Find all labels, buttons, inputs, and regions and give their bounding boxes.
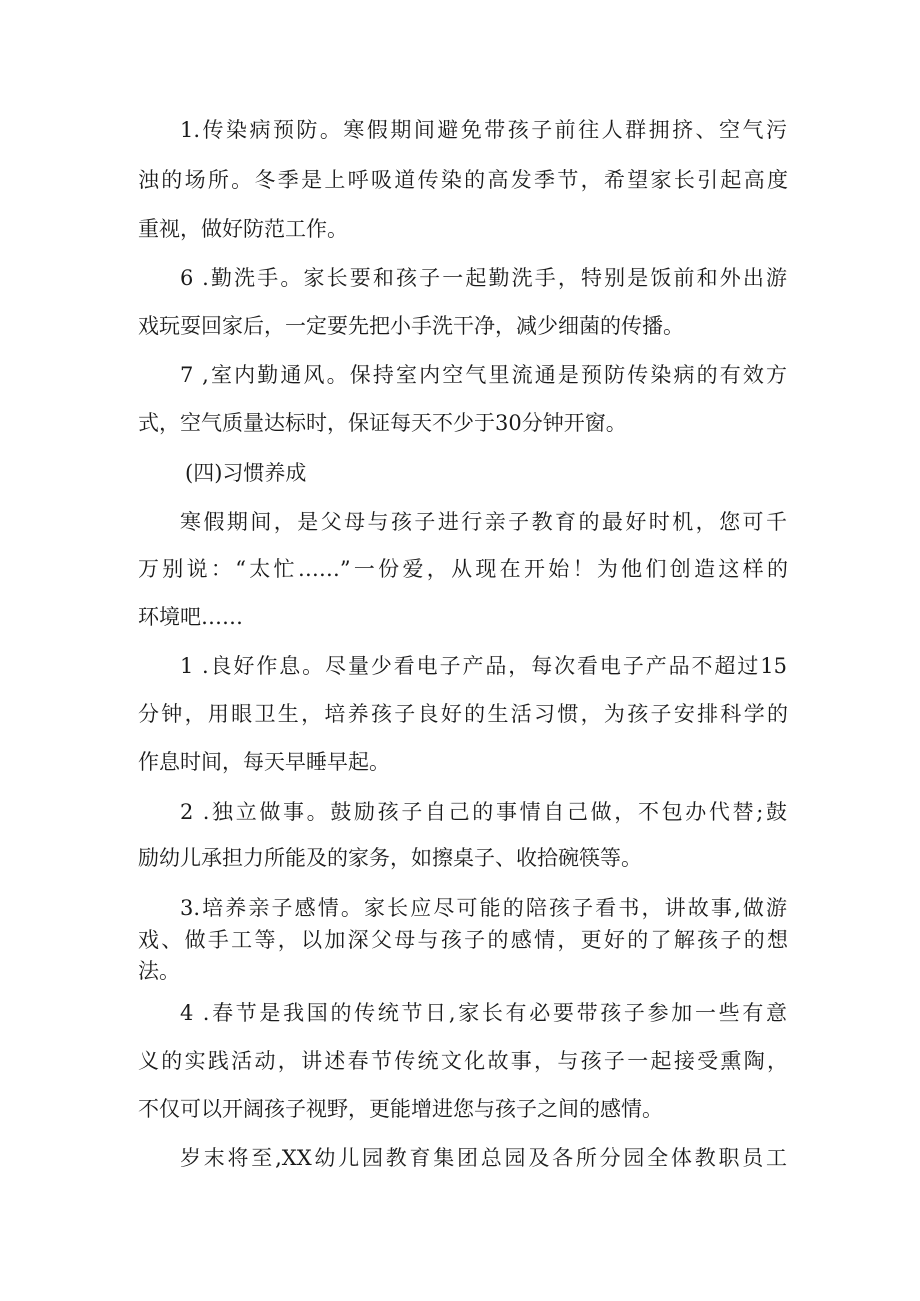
text-line: 1.传染病预防。寒假期间避免带孩子前往人群拥挤、空气污 bbox=[180, 118, 787, 142]
text-line: 环境吧…… bbox=[138, 605, 243, 629]
text-line: 3.培养亲子感情。家长应尽可能的陪孩子看书，讲故事,做游 bbox=[180, 896, 787, 920]
text-line: 励幼儿承担力所能及的家务，如擦桌子、收拾碗筷等。 bbox=[138, 846, 642, 870]
text-line: 7 ,室内勤通风。保持室内空气里流通是预防传染病的有效方 bbox=[180, 363, 787, 387]
text-line: 6 .勤洗手。家长要和孩子一起勤洗手，特别是饭前和外出游 bbox=[180, 266, 787, 290]
text-line: 不仅可以开阔孩子视野，更能增进您与孩子之间的感情。 bbox=[138, 1097, 663, 1121]
text-line: 戏、做手工等，以加深父母与孩子的感情，更好的了解孩子的想 bbox=[138, 928, 788, 952]
text-line: 法。 bbox=[138, 959, 180, 983]
text-line: 1 .良好作息。尽量少看电子产品，每次看电子产品不超过15 bbox=[180, 654, 787, 678]
text-line: 浊的场所。冬季是上呼吸道传染的高发季节，希望家长引起高度 bbox=[138, 168, 788, 192]
text-line: 万别说：“太忙……”一份爱，从现在开始！为他们创造这样的 bbox=[138, 557, 788, 581]
text-line: 作息时间，每天早睡早起。 bbox=[138, 750, 390, 774]
text-line: 式，空气质量达标时，保证每天不少于30分钟开窗。 bbox=[138, 411, 627, 435]
text-line: 2 .独立做事。鼓励孩子自己的事情自己做，不包办代替;鼓 bbox=[180, 800, 787, 824]
section-heading: (四)习惯养成 bbox=[185, 461, 307, 485]
text-line: 4 .春节是我国的传统节日,家长有必要带孩子参加一些有意 bbox=[180, 1001, 787, 1025]
text-line: 寒假期间，是父母与孩子进行亲子教育的最好时机，您可千 bbox=[180, 510, 787, 534]
text-line: 重视，做好防范工作。 bbox=[138, 217, 348, 241]
text-line: 岁末将至,XX幼儿园教育集团总园及各所分园全体教职员工 bbox=[180, 1146, 787, 1170]
text-line: 义的实践活动，讲述春节传统文化故事，与孩子一起接受熏陶， bbox=[138, 1049, 788, 1073]
text-line: 分钟，用眼卫生，培养孩子良好的生活习惯，为孩子安排科学的 bbox=[138, 702, 788, 726]
text-line: 戏玩耍回家后，一定要先把小手洗干净，减少细菌的传播。 bbox=[138, 314, 684, 338]
